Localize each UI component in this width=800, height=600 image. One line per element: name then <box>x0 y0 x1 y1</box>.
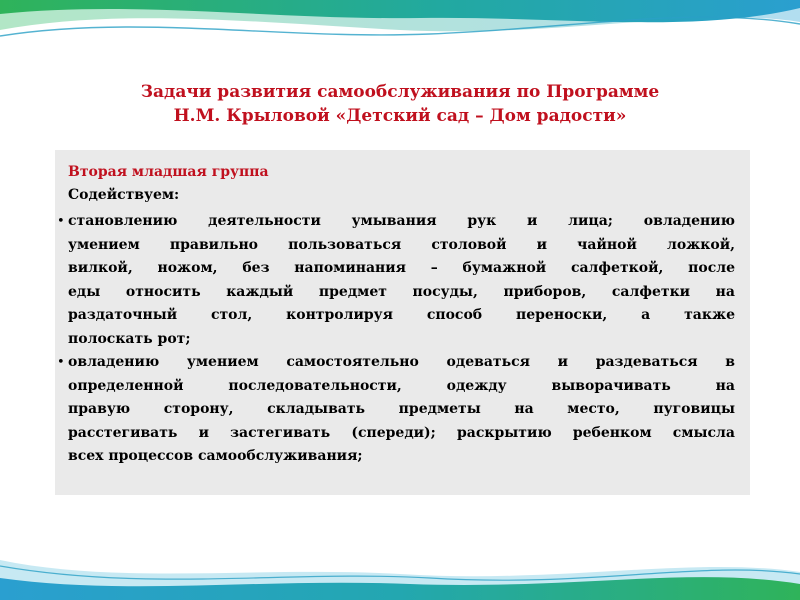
bullet-2-line-2: определенной последовательности, одежду выворачивать на <box>68 377 735 394</box>
intro-text: Содействуем: <box>68 187 180 203</box>
group-heading: Вторая младшая группа <box>68 164 269 180</box>
bullet-1-line-2: умением правильно пользоваться столовой и чайной ложкой, <box>68 236 735 253</box>
title-line-2: Н.М. Крыловой «Детский сад – Дом радости» <box>173 106 627 126</box>
bullet-1-line-4: еды относить каждый предмет посуды, приборов, салфетки на <box>68 283 735 300</box>
bullet-dot-icon: • <box>57 214 65 229</box>
list-item <box>55 351 735 469</box>
list-item <box>55 210 735 351</box>
title-line-1: Задачи развития самообслуживания по Программе <box>140 82 660 102</box>
slide-title <box>60 80 740 128</box>
bullet-1-line-6: полоскать рот; <box>68 330 191 347</box>
bullet-list <box>55 210 735 469</box>
bullet-2-line-3: правую сторону, складывать предметы на место, пуговицы <box>68 401 735 417</box>
bullet-dot-icon: • <box>57 355 65 370</box>
bullet-1-line-1: становлению деятельности умывания рук и лица; овладению <box>68 213 735 229</box>
bullet-2-line-4: расстегивать и застегивать (спереди); раскрытию ребенком смысла <box>68 424 735 441</box>
bullet-2-line-5: всех процессов самообслуживания; <box>68 448 363 464</box>
bullet-1-line-5: раздаточный стол, контролируя способ переноски, а также <box>68 307 735 323</box>
bullet-1-line-3: вилкой, ножом, без напоминания – бумажной салфеткой, после <box>68 260 735 276</box>
bullet-2-line-1: овладению умением самостоятельно одеваться и раздеваться в <box>68 354 735 370</box>
